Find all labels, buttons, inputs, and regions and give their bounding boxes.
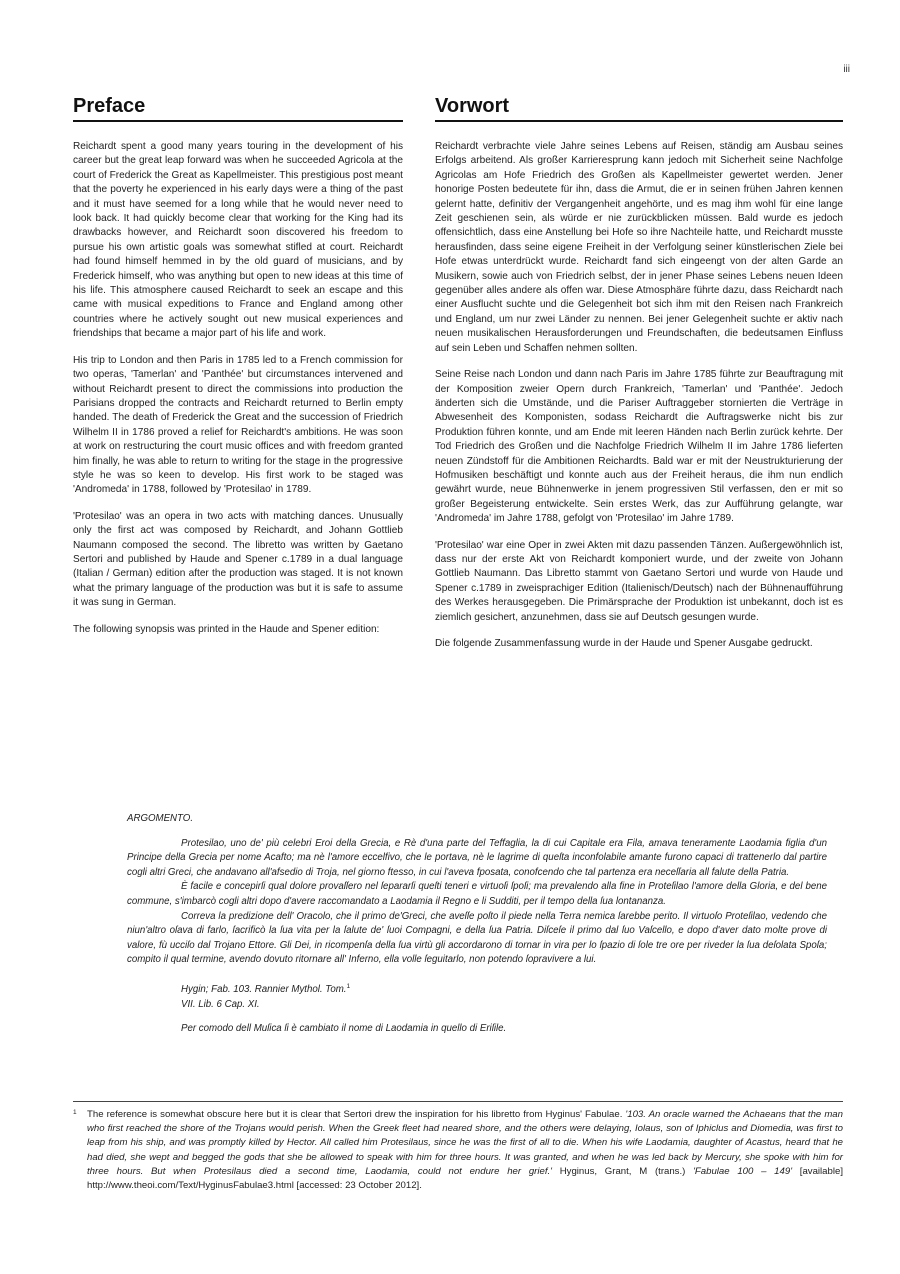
english-paragraph: His trip to London and then Paris in 1785 led to a French commission for two operas, 'Tamerlan' and 'Panthée' but circumstances intervened and without Reichardt present to direct the commissions into production the Parisians dropped the contracts and Reichardt returned to Berlin empty handed. The death of Frederick the Great and the succession of Friedrich Wilhelm II in 1786 proved a relief for Reichardt's ambitions. He was soon at work on restructuring the court music offices and with freedom granted him finally, he was able to return to writing for the stage in the progressive style he was so keen to develop. His first work to be staged was 'Andromeda' in 1788, followed by 'Protesilao' in 1789. [73, 354, 403, 496]
argomento-paragraph: È facile e concepirſi qual dolore provaſſero nel ſepararſi queſti teneri e virtuoſi ſpoſi; ma prevalendo alla fine in Proteſilao l'amore della Gloria, e del bene commune, s'imbarcò cogli altri dopo d'avere raccomandato a Laodamia il Regno e li Sudditi, per il tempo della ſua lontananza. [127, 881, 827, 907]
english-column [73, 94, 403, 649]
preface-heading: Preface [73, 94, 403, 122]
footnote [73, 1108, 843, 1193]
german-column [435, 94, 843, 663]
footnote-body [87, 1108, 843, 1193]
argomento-paragraph: Correva la predizione dell' Oracolo, che il primo de'Greci, che aveſſe poſto il piede nella Terra nemica ſarebbe perito. Il virtuoſo Proteſilao, vedendo che niun'altro oſava di farlo, ſacrificò la ſua vita per la ſalute de' ſuoi Compagni, e della ſua Patria. Diſceſe il primo dal ſuo Vaſcello, e dopo d'aver dato molte prove di valore, fù ucciſo dal Trojano Ettore. Gli Dei, in ricompenſa della ſua virtù gli accordarono di tornar in vira per lo ſpazio di ſole tre ore per riveder la ſua deſolata Spoſa; compito il qual termine, avendo dovuto ritornare all' Inferno, ella volle ſeguitarlo, non potendo ſopravivere a lui. [127, 910, 827, 966]
source-line-2: VII. Lib. 6 Cap. XI. [181, 998, 260, 1010]
footnote-lead: The reference is somewhat obscure here but it is clear that Sertori drew the inspiration for his libretto from Hyginus' Fabulae. [87, 1109, 623, 1120]
argomento-source [181, 980, 827, 1012]
argomento-title: ARGOMENTO. [127, 813, 194, 824]
english-paragraph: 'Protesilao' was an opera in two acts with matching dances. Unusually only the first act was composed by Reichardt, and Johann Gottlieb Naumann composed the second. The libretto was written by Gaetano Sertori and published by Haude and Spener c.1789 in a dual language (Italian / German) edition after the production was staged. It is not known what the primary language of the production was but it is safe to assume it was sung in German. [73, 510, 403, 609]
footnote-title: 'Fabulae 100 – 149' [693, 1165, 793, 1177]
footnote-citation: Hyginus, Grant, M (trans.) [559, 1165, 686, 1177]
footnote-quote: '103. An oracle warned the Achaeans that the man who first reached the shore of the Trojans would perish. When the Greek fleet had neared shore, and the others were delaying, Iolaus, son of Iphiclus and Diomedia, was first to leap from his ship, and was promptly killed by Hector. All called him Protesilaus, since he was the first of all to die. When his wife Laodamia, daughter of Acastus, heard that he had died, she wept and begged the gods that she be allowed to speak with him for three hours. It was granted, and when he was led back by Mercury, she spoke with him for three hours. But when Protesilaus died a second time, Laodamia, could not endure her grief.' [87, 1109, 843, 1177]
argomento-paragraph: Protesilao, uno de' più celebri Eroi della Grecia, e Rè d'una parte del Teffaglia, la di cui Capitale era Fila, amava teneramente Laodamia figlia d'un Principe della Grecia per nome Acafto; ma nè l'amore eccelfivo, che le portava, nè le lagrime di queſta inconfolabile amante furono capaci di trattenerlo dal partire cogli altri Greci, che andavano all'afsedio di Troja, nel giorno ftesso, in cui l'aveva fposata, conofcendo che tal partenza era neceſſaria all falute della Patria. [127, 837, 827, 878]
argomento-note: Per comodo dell Muſica ſi è cambiato il nome di Laodamia in quello di Eriſile. [181, 1023, 507, 1035]
german-paragraph: Die folgende Zusammenfassung wurde in der Haude und Spener Ausgabe gedruckt. [435, 638, 813, 649]
footnote-reference[interactable]: 1 [346, 982, 351, 990]
source-line-1: Hygin; Fab. 103. Rannier Mythol. Tom. [181, 984, 347, 996]
page-number: iii [843, 64, 850, 75]
german-paragraph: 'Protesilao' war eine Oper in zwei Akten mit dazu passenden Tänzen. Außergewöhnlich ist, dass nur der erste Akt von Reichardt komponiert wurde, und der zweite von Johann Gottlieb Naumann. Das Libretto stammt von Gaetano Sertori und wurde von Haude und Spener c.1789 in zweisprachiger Edition (Italienisch/Deutsch) nach der Bühnenaufführung des Werkes herausgegeben. Die Primärsprache der Produktion ist unbekannt, doch ist es ziemlich gesichert, anzunehmen, dass sie auf Deutsch gesungen wurde. [435, 539, 843, 623]
footnote-url: [available] http://www.theoi.com/Text/HyginusFabulae3.html [accessed: 23 October 2012]. [87, 1165, 843, 1192]
german-paragraph: Reichardt verbrachte viele Jahre seines Lebens auf Reisen, ständig am Ausbau seines Erfolgs arbeitend. Als großer Karrieresprung kann jedoch mit Sicherheit seine Nachfolge Agricolas am Hofe Friedrich des Großen als Kapellmeister gewertet werden. Jener honorige Posten bedeutete für ihn, dass die Armut, die er in seinen frühen Jahren kennen gelernt hatte, definitiv der Vergangenheit angehörte, und es mag ihm wohl für eine lange Zeit geschienen sein, als würde er nie zurückblicken müssen. Bald wurde es jedoch offensichtlich, dass eine Anstellung bei Hofe so ihre Nachteile hatte, und Reichardt musste herausfinden, dass seine eigene Freiheit in der Verfolgung seiner künstlerischen Ziele bei Hofe etwas unterdrückt wurde. Reichardt fand sich eingeengt von der alten Garde an Musikern, sowie auch von Friedrich selbst, der in jener Phase seines Lebens neuen Ideen gegenüber alles andere als offen war. Diese Atmosphäre führte dazu, dass Reichardt nach einer Ausflucht suchte und die Gelegenheit bot sich ihm mit den Reisen nach Frankreich und England, um nur zwei Länder zu nennen. Bei jener Gelegenheit suchte er aktiv nach neuen musikalischen Herausforderungen und Freundschaften, die bedeutsamen Einfluss auf sein Leben und Schaffen nehmen sollten. [435, 141, 843, 354]
vorwort-heading: Vorwort [435, 94, 843, 122]
argomento-synopsis [127, 812, 827, 1037]
footnote-marker: 1 [73, 1109, 77, 1116]
footnote-divider [73, 1101, 843, 1102]
english-paragraph: Reichardt spent a good many years touring in the development of his career but the great leap forward was when he succeeded Agricola at the court of Frederick the Great as Kapellmeister. This prestigious post meant that the poverty he experienced in his early days were a thing of the past and it must have seemed for a long while that he would never need to look back. It had quickly become clear that working for the King had its drawbacks however, and Reichardt soon discovered his freedom to pursue his own artistic goals was somewhat stifled at court. Reichardt had found himself hemmed in by the old guard of musicians, and by Frederick himself, who was anything but open to new ideas at this time of his life. This atmosphere caused Reichardt to seek an escape and this came with musical expeditions to France and England among other countries where he actively sought out new musical experiences and friendships that became a major part of his life and work. [73, 141, 403, 340]
german-paragraph: Seine Reise nach London und dann nach Paris im Jahre 1785 führte zur Beauftragung mit der Komposition zweier Opern durch Frankreich, 'Tamerlan' und 'Panthée'. Jedoch änderten sich die Umstände, und die Pariser Auftraggeber stornierten die Verträge in Abwesenheit des Komponisten, sodass Reichardt die Auftragswerke nicht bis zur Produktion führen konnte, und am Ende mit leeren Händen nach Berlin zurück kehrte. Der Tod Friedrich des Großen und die Nachfolge Friedrich Wilhelm II im Jahre 1786 lieferten neuen Zündstoff für die Ambitionen Reichardts. Bald war er mit der Neustrukturierung der Hofmusiken beschäftigt und konnte auch aus der Freiheit heraus, die ihm nun endlich gewährt wurde, neue Bühnenwerke in jenem progressiven Stil verfassen, den er mit so großer Begeisterung entwickelte. Sein erstes Werk, das zur Aufführung gelangte, war 'Andromeda' im Jahre 1788, gefolgt von 'Protesilao' im Jahre 1789. [435, 369, 843, 525]
english-paragraph: The following synopsis was printed in the Haude and Spener edition: [73, 623, 380, 635]
